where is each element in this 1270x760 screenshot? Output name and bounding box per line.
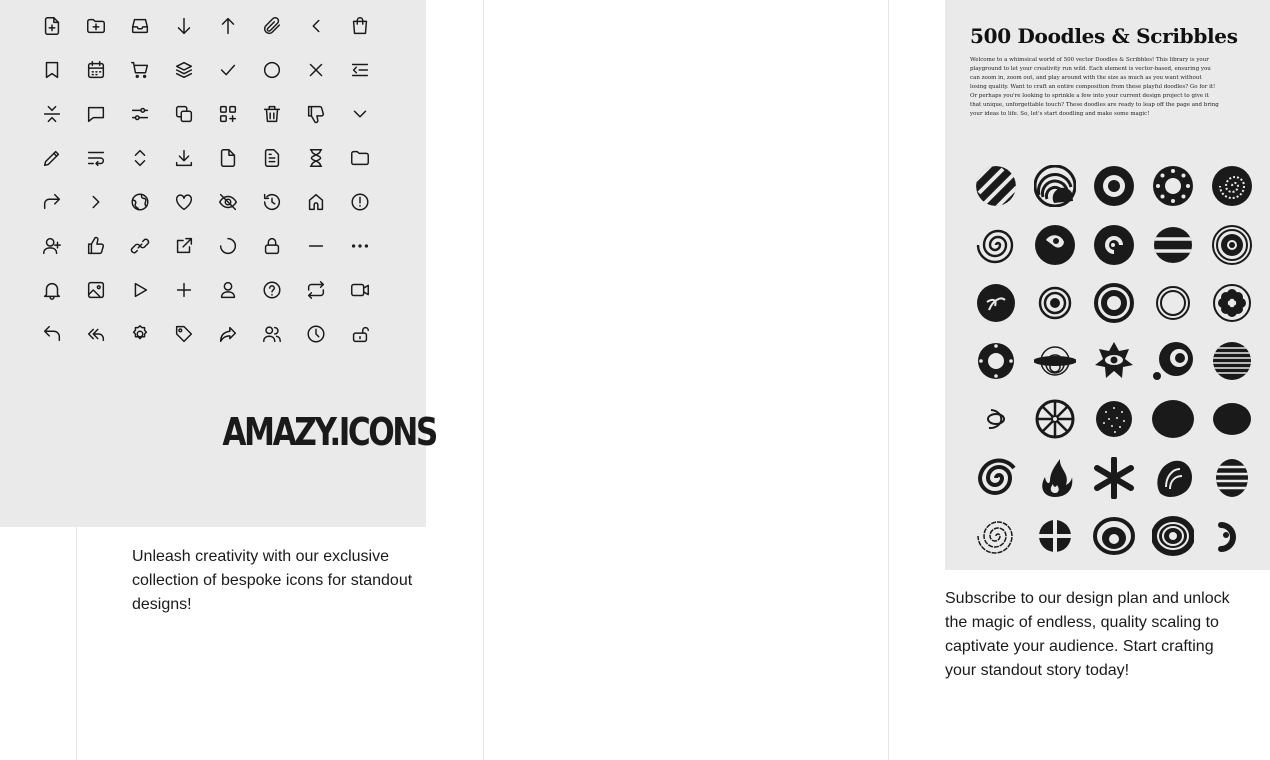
planet-doodle	[1034, 340, 1076, 382]
copy-icon	[168, 98, 200, 130]
doodle-pack-description: Welcome to a whimsical world of 500 vector Doodles & Scribbles! This library is your playground to let your creativity run wild. Each element is vector-based, ensuring you can zoom in, zoom out, and play around with the size as much as you want without losing quality. Want to craft an entire composition from these playful doodles? Go for it! Or perhaps you're looking to sprinkle a few into your current design project to give it that unique, unforgettable touch? These doodles are ready to leap off the page and bring your ideas to life. So, let's start doodling and make some magic!	[970, 57, 1219, 117]
download-icon	[168, 142, 200, 174]
heart-icon	[168, 186, 200, 218]
thumbs-up-icon	[80, 230, 112, 262]
layers-icon	[168, 54, 200, 86]
hook-spiral-doodle	[1093, 224, 1135, 266]
globe-icon	[124, 186, 156, 218]
sliders-icon	[124, 98, 156, 130]
wrap-text-icon	[80, 142, 112, 174]
share-icon	[212, 318, 244, 350]
eye-off-icon	[212, 186, 244, 218]
dotted-spiral-doodle	[1211, 165, 1253, 207]
shopping-bag-icon	[344, 10, 376, 42]
beehive-doodle	[1211, 457, 1253, 499]
cart-icon	[124, 54, 156, 86]
thick-ring-doodle	[1093, 282, 1135, 324]
scribble-ball-doodle	[975, 282, 1017, 324]
column-divider	[888, 0, 889, 760]
folder-plus-icon	[80, 10, 112, 42]
target-ring-doodle	[1211, 224, 1253, 266]
file-icon	[212, 142, 244, 174]
spiral-doodle	[975, 224, 1017, 266]
alert-circle-icon	[344, 186, 376, 218]
wheel-doodle	[1034, 398, 1076, 440]
striped-band-doodle	[1152, 224, 1194, 266]
trash-icon	[256, 98, 288, 130]
video-icon	[344, 274, 376, 306]
message-icon	[80, 98, 112, 130]
home-icon	[300, 186, 332, 218]
folder-icon	[344, 142, 376, 174]
column-divider	[76, 527, 77, 760]
striped-ball-doodle	[975, 165, 1017, 207]
thin-ring-doodle	[1152, 282, 1194, 324]
beaded-ring-doodle	[975, 340, 1017, 382]
loader-icon	[212, 230, 244, 262]
wavy-spiral-doodle	[975, 515, 1017, 557]
icon-set-preview	[0, 0, 436, 527]
file-plus-icon	[36, 10, 68, 42]
bookmark-icon	[36, 54, 68, 86]
icon-set-caption: Unleash creativity with our exclusive collection of bespoke icons for standout designs!	[132, 548, 413, 613]
chevron-left-icon	[300, 10, 332, 42]
thumbs-down-icon	[300, 98, 332, 130]
collapse-icon	[36, 98, 68, 130]
bell-icon	[36, 274, 68, 306]
link-icon	[124, 230, 156, 262]
star-eye-doodle	[1093, 340, 1135, 382]
eye-swirl-doodle	[1034, 224, 1076, 266]
blob-doodle	[1152, 398, 1194, 440]
undo-icon	[36, 318, 68, 350]
doodle-pack-caption: Subscribe to our design plan and unlock the magic of endless, quality scaling to captivate your audience. Start crafting your standout story today!	[945, 590, 1230, 679]
external-link-icon	[168, 230, 200, 262]
doodle-pack-title: 500 Doodles & Scribbles	[970, 24, 1238, 48]
clock-icon	[300, 318, 332, 350]
speckled-ball-doodle	[1093, 398, 1135, 440]
redo-icon	[36, 186, 68, 218]
play-icon	[124, 274, 156, 306]
settings-icon	[124, 318, 156, 350]
minus-icon	[300, 230, 332, 262]
asterisk-doodle	[1093, 457, 1135, 499]
doodle-pack-preview	[945, 0, 1270, 570]
x-icon	[300, 54, 332, 86]
reply-all-icon	[80, 318, 112, 350]
user-icon	[212, 274, 244, 306]
calendar-icon	[80, 54, 112, 86]
plus-icon	[168, 274, 200, 306]
comet-eye-doodle	[1152, 340, 1194, 382]
paperclip-icon	[256, 10, 288, 42]
column-divider	[483, 0, 484, 760]
brand-wordmark: AMAZY.ICONS	[222, 410, 436, 454]
bold-spiral-doodle	[975, 457, 1017, 499]
hourglass-icon	[300, 142, 332, 174]
user-plus-icon	[36, 230, 68, 262]
chevrons-up-down-icon	[124, 142, 156, 174]
lock-icon	[256, 230, 288, 262]
double-ring-doodle	[1034, 282, 1076, 324]
pencil-icon	[36, 142, 68, 174]
inbox-icon	[124, 10, 156, 42]
unlock-icon	[344, 318, 376, 350]
cross-ball-doodle	[1034, 515, 1076, 557]
chevron-right-icon	[80, 186, 112, 218]
grid-plus-icon	[212, 98, 244, 130]
help-circle-icon	[256, 274, 288, 306]
chevron-down-icon	[344, 98, 376, 130]
ring-doodle	[1093, 165, 1135, 207]
history-icon	[256, 186, 288, 218]
check-icon	[212, 54, 244, 86]
sun-ring-doodle	[1152, 165, 1194, 207]
more-horizontal-icon	[344, 230, 376, 262]
rainbow-waves-doodle	[1034, 165, 1076, 207]
flame-doodle	[1034, 457, 1076, 499]
arrow-up-icon	[212, 10, 244, 42]
image-icon	[80, 274, 112, 306]
curl-doodle	[1211, 515, 1253, 557]
arrow-down-icon	[168, 10, 200, 42]
tag-icon	[168, 318, 200, 350]
circle-icon	[256, 54, 288, 86]
repeat-icon	[300, 274, 332, 306]
file-text-icon	[256, 142, 288, 174]
shell-doodle	[1152, 457, 1194, 499]
small-spiral-doodle	[975, 398, 1017, 440]
oval-blob-doodle	[1211, 398, 1253, 440]
eye-ring-doodle	[1093, 515, 1135, 557]
users-icon	[256, 318, 288, 350]
flower-ring-doodle	[1211, 282, 1253, 324]
vortex-doodle	[1152, 515, 1194, 557]
indent-decrease-icon	[344, 54, 376, 86]
line-ball-doodle	[1211, 340, 1253, 382]
